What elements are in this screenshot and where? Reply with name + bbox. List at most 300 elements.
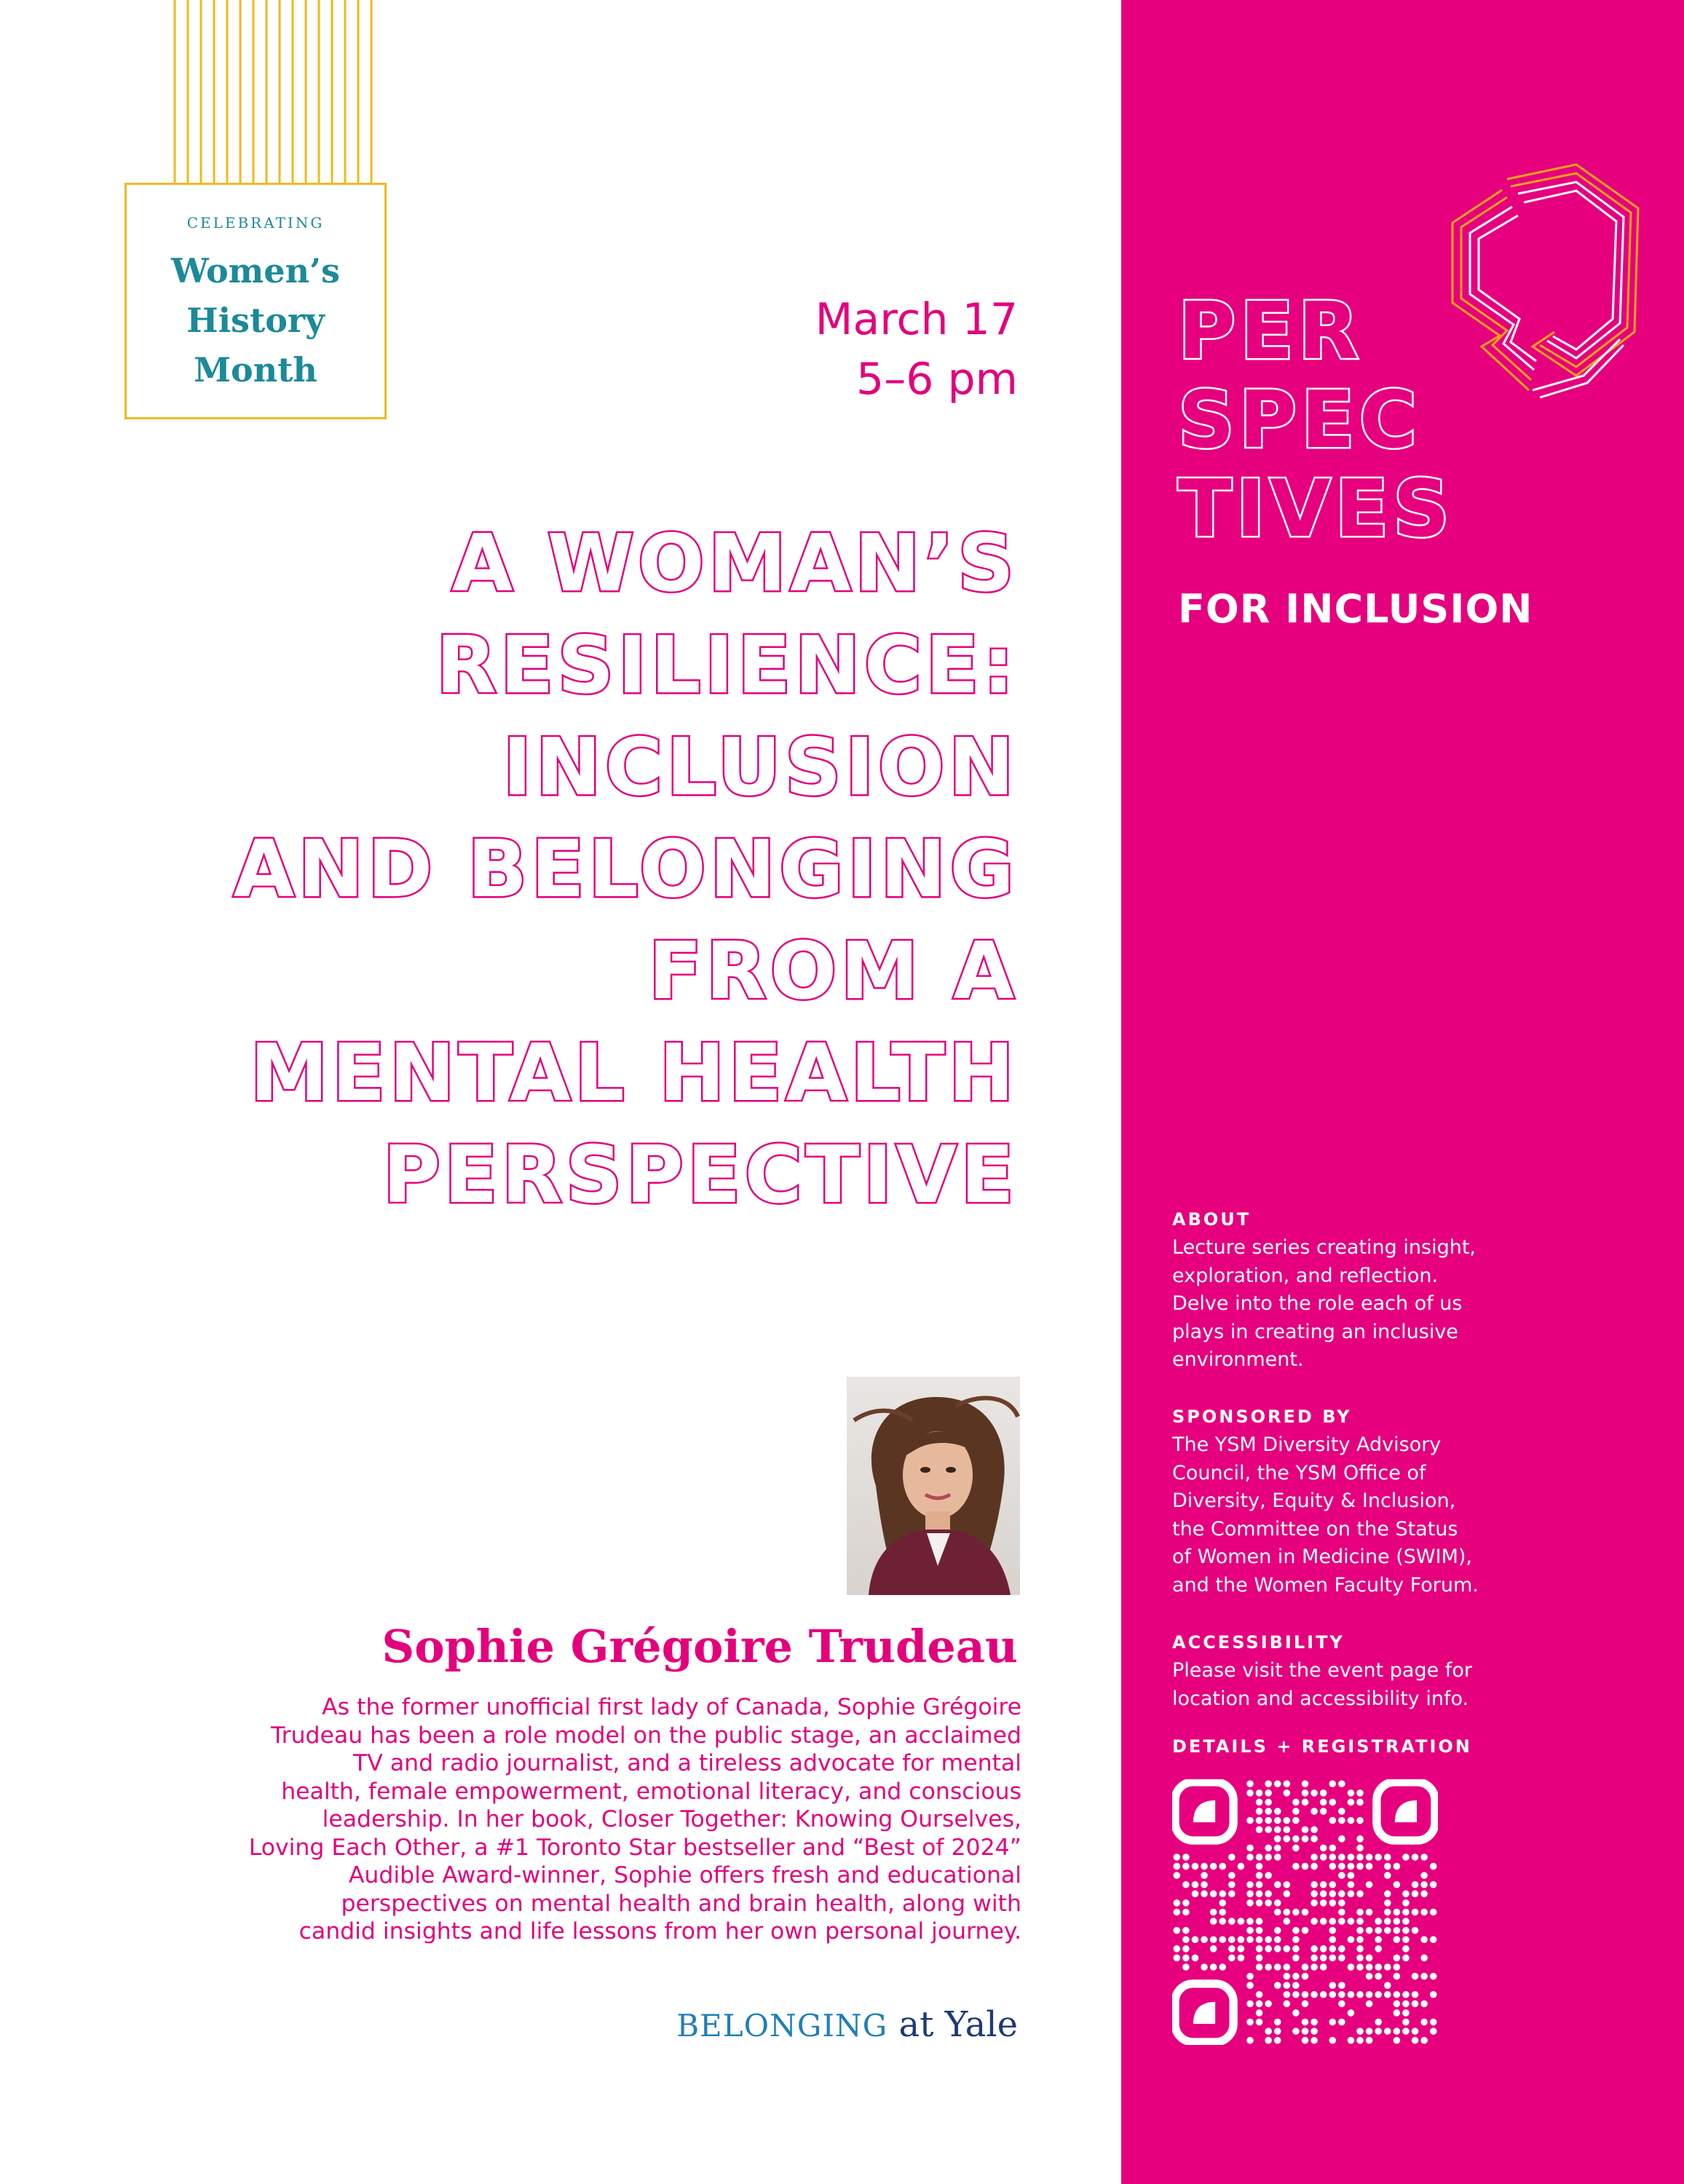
qr-dot [1402, 1899, 1410, 1907]
qr-dot [1356, 2027, 1364, 2035]
qr-dot [1412, 1881, 1419, 1888]
qr-dot [1402, 1955, 1410, 1962]
qr-dot [1201, 1872, 1208, 1879]
qr-dot [1265, 1845, 1272, 1852]
qr-dot [1174, 1945, 1181, 1952]
registration-qr-code[interactable] [1172, 1779, 1438, 2045]
qr-dot [1265, 1853, 1272, 1861]
qr-dot [1394, 1909, 1401, 1916]
qr-dot [1292, 1982, 1300, 1989]
qr-dot [1311, 2019, 1318, 2026]
qr-dot [1375, 1936, 1382, 1943]
qr-dot [1292, 1936, 1300, 1943]
qr-dot [1412, 1909, 1419, 1916]
qr-dot [1366, 2001, 1373, 2008]
qr-dot [1356, 1909, 1364, 1916]
about-line: plays in creating an inclusive [1172, 1320, 1458, 1343]
qr-dot [1256, 2001, 1263, 2008]
about-line: Delve into the role each of us [1172, 1292, 1463, 1315]
qr-dot [1348, 1863, 1355, 1870]
qr-dot [1246, 1781, 1254, 1788]
qr-dot [1366, 1963, 1373, 1971]
sponsored-heading: SPONSORED BY [1172, 1406, 1352, 1427]
qr-dot [1302, 1863, 1309, 1870]
qr-dot [1192, 1891, 1199, 1898]
qr-dot [1348, 1853, 1355, 1861]
qr-dot [1302, 1909, 1309, 1916]
qr-dot [1394, 1963, 1401, 1971]
qr-dot [1256, 2019, 1263, 2026]
qr-dot [1356, 1891, 1364, 1898]
qr-dot [1182, 1927, 1190, 1934]
bio-line: Trudeau has been a role model on the public stage, an acclaimed [271, 1722, 1021, 1749]
qr-dot [1356, 1945, 1364, 1952]
qr-dot [1265, 1936, 1272, 1943]
qr-dot [1320, 1881, 1327, 1888]
qr-dot [1412, 1853, 1419, 1861]
qr-dot [1375, 1991, 1382, 1998]
qr-dot [1274, 1781, 1281, 1788]
qr-dot [1338, 1872, 1345, 1879]
qr-dot [1356, 1817, 1364, 1824]
qr-dot [1402, 2027, 1410, 2035]
sponsored-line: Council, the YSM Office of [1172, 1461, 1426, 1484]
accessibility-heading: ACCESSIBILITY [1172, 1632, 1345, 1653]
qr-dot [1284, 1891, 1291, 1898]
qr-dot [1274, 1881, 1281, 1888]
qr-dot [1238, 1918, 1245, 1925]
qr-dot [1292, 2027, 1300, 2035]
qr-dot [1338, 1899, 1345, 1907]
qr-dot [1284, 1982, 1291, 1989]
qr-finder-inner [1193, 1800, 1215, 1822]
qr-dot [1228, 1881, 1236, 1888]
qr-dot [1256, 1991, 1263, 1998]
qr-dot [1284, 1909, 1291, 1916]
qr-dot [1329, 1927, 1336, 1934]
qr-finder-inner [1395, 1800, 1417, 1822]
qr-dot [1320, 1853, 1327, 1861]
qr-dot [1246, 1936, 1254, 1943]
qr-dot [1329, 1899, 1336, 1907]
womens-history-month-badge [124, 183, 387, 419]
qr-dot [1219, 1936, 1226, 1943]
qr-dot [1338, 1863, 1345, 1870]
bio-line: As the former unofficial first lady of Canada, Sophie Grégoire [322, 1694, 1021, 1720]
title-line: PERSPECTIVE [382, 1130, 1018, 1221]
qr-dot [1394, 1918, 1401, 1925]
qr-dot [1274, 1808, 1281, 1815]
qr-dot [1394, 1973, 1401, 1980]
qr-dot [1384, 1872, 1391, 1879]
qr-dot [1265, 1799, 1272, 1806]
qr-dot [1320, 1799, 1327, 1806]
qr-dot [1274, 1899, 1281, 1907]
qr-dot [1265, 2001, 1272, 2008]
badge-title: Women’s History Month [171, 251, 340, 389]
qr-dot [1284, 1781, 1291, 1788]
qr-dot [1338, 1982, 1345, 1989]
perspectives-line: PER [1178, 286, 1364, 377]
badge-celebrating-label: CELEBRATING [186, 214, 325, 232]
qr-dot [1284, 2001, 1291, 2008]
about-line: exploration, and reflection. [1172, 1264, 1439, 1287]
qr-dot [1366, 1909, 1373, 1916]
qr-dot [1246, 1899, 1254, 1907]
qr-dot [1356, 1936, 1364, 1943]
qr-dot [1284, 1945, 1291, 1952]
qr-dot [1284, 1835, 1291, 1843]
qr-dot [1292, 1808, 1300, 1815]
qr-dot [1356, 1835, 1364, 1843]
bio-line: perspectives on mental health and brain health, along with [341, 1890, 1021, 1917]
qr-dot [1329, 1781, 1336, 1788]
qr-dot [1320, 1991, 1327, 1998]
qr-dot [1338, 1853, 1345, 1861]
qr-dot [1265, 1808, 1272, 1815]
perspectives-cube-logo-icon [1438, 157, 1645, 427]
qr-dot [1256, 1853, 1263, 1861]
event-date: March 17 [815, 294, 1018, 345]
qr-dot [1320, 1808, 1327, 1815]
qr-dot [1292, 1991, 1300, 1998]
qr-dot [1311, 1891, 1318, 1898]
qr-dot [1274, 1936, 1281, 1943]
qr-dot [1402, 2009, 1410, 2017]
qr-dot [1320, 1945, 1327, 1952]
event-date-time [815, 290, 1018, 409]
qr-dot [1394, 1955, 1401, 1962]
qr-dot [1292, 1927, 1300, 1934]
qr-dot [1182, 1955, 1190, 1962]
sponsored-line: The YSM Diversity Advisory [1172, 1433, 1442, 1456]
qr-dot [1356, 1927, 1364, 1934]
qr-dot [1246, 1918, 1254, 1925]
qr-dot [1182, 1936, 1190, 1943]
qr-dot [1228, 1891, 1236, 1898]
qr-dot [1302, 1973, 1309, 1980]
qr-dot [1375, 1945, 1382, 1952]
perspectives-wordmark [1178, 288, 1454, 554]
qr-dot [1174, 1955, 1181, 1962]
qr-dot [1375, 1853, 1382, 1861]
qr-dot [1192, 1863, 1199, 1870]
qr-dot [1329, 1918, 1336, 1925]
qr-dot [1348, 1872, 1355, 1879]
qr-dot [1274, 1963, 1281, 1971]
qr-dot [1375, 2019, 1382, 2026]
qr-dot [1394, 2009, 1401, 2017]
for-inclusion-label: FOR INCLUSION [1178, 586, 1533, 632]
qr-dot [1284, 1963, 1291, 1971]
qr-dot [1265, 2027, 1272, 2035]
qr-dot [1420, 1955, 1428, 1962]
qr-dot [1320, 1955, 1327, 1962]
qr-dot [1430, 1991, 1437, 1998]
qr-dot [1265, 1826, 1272, 1833]
qr-dot [1274, 2019, 1281, 2026]
sponsored-line: Diversity, Equity & Inclusion, [1172, 1489, 1456, 1512]
speaker-photo [847, 1377, 1020, 1595]
qr-dot [1338, 1991, 1345, 1998]
qr-dot [1394, 2001, 1401, 2008]
qr-dot [1311, 1808, 1318, 1815]
qr-dot [1182, 1853, 1190, 1861]
qr-dot [1256, 1872, 1263, 1879]
qr-dot [1265, 1789, 1272, 1797]
qr-dot [1256, 1863, 1263, 1870]
qr-dot [1375, 1963, 1382, 1971]
qr-dot [1412, 2037, 1419, 2044]
qr-dot [1338, 1891, 1345, 1898]
qr-dot [1219, 1863, 1226, 1870]
qr-dot [1348, 1817, 1355, 1824]
qr-dot [1402, 1927, 1410, 1934]
qr-dot [1394, 1927, 1401, 1934]
qr-dot [1228, 1853, 1236, 1861]
qr-dot [1274, 1845, 1281, 1852]
qr-dot [1430, 2027, 1437, 2035]
qr-dot [1412, 2001, 1419, 2008]
qr-dot [1292, 2009, 1300, 2017]
qr-dot [1338, 1808, 1345, 1815]
qr-dot [1256, 1891, 1263, 1898]
qr-dot [1311, 1835, 1318, 1843]
qr-dot [1174, 1872, 1181, 1879]
qr-dot [1348, 2037, 1355, 2044]
qr-dot [1192, 1955, 1199, 1962]
qr-dot [1219, 1963, 1226, 1971]
qr-dot [1329, 1945, 1336, 1952]
qr-dot [1228, 1936, 1236, 1943]
qr-dot [1311, 1789, 1318, 1797]
qr-dot [1182, 1909, 1190, 1916]
qr-dot [1412, 1927, 1419, 1934]
qr-dot [1274, 2037, 1281, 2044]
qr-dot [1420, 2037, 1428, 2044]
qr-dot [1292, 1817, 1300, 1824]
qr-dot [1256, 1808, 1263, 1815]
qr-dot [1311, 1863, 1318, 1870]
qr-dot [1394, 1881, 1401, 1888]
qr-dot [1356, 1845, 1364, 1852]
qr-dot [1238, 1936, 1245, 1943]
qr-dot [1384, 1863, 1391, 1870]
qr-dot [1246, 1982, 1254, 1989]
qr-dot [1311, 1853, 1318, 1861]
qr-dot [1402, 1891, 1410, 1898]
qr-dot [1430, 1936, 1437, 1943]
qr-dot [1246, 1845, 1254, 1852]
qr-dot [1338, 1918, 1345, 1925]
qr-dot [1292, 1845, 1300, 1852]
qr-dot [1274, 1826, 1281, 1833]
qr-dot [1238, 1955, 1245, 1962]
qr-dot [1182, 1899, 1190, 1907]
qr-dot [1356, 1799, 1364, 1806]
title-line: A WOMAN’S [451, 518, 1018, 609]
title-line: INCLUSION [502, 722, 1018, 813]
qr-dot [1311, 1899, 1318, 1907]
event-time: 5–6 pm [856, 354, 1018, 405]
qr-dot [1302, 1781, 1309, 1788]
qr-dot [1302, 2037, 1309, 2044]
qr-dot [1284, 1991, 1291, 1998]
qr-dot [1394, 1863, 1401, 1870]
qr-dot [1210, 1945, 1217, 1952]
qr-dot [1356, 1918, 1364, 1925]
qr-dot [1375, 1927, 1382, 1934]
qr-dot [1402, 1945, 1410, 1952]
qr-dot [1311, 1963, 1318, 1971]
about-line: Lecture series creating insight, [1172, 1236, 1476, 1259]
qr-dot [1201, 1936, 1208, 1943]
qr-dot [1174, 1927, 1181, 1934]
qr-dot [1256, 1936, 1263, 1943]
qr-dot [1356, 1955, 1364, 1962]
accessibility-line: Please visit the event page for [1172, 1659, 1472, 1682]
qr-dot [1402, 2019, 1410, 2026]
sponsored-line: the Committee on the Status [1172, 1517, 1458, 1540]
qr-dot [1174, 1899, 1181, 1907]
qr-dot [1329, 1863, 1336, 1870]
qr-dot [1430, 1973, 1437, 1980]
qr-dot [1274, 2027, 1281, 2035]
qr-dot [1274, 1817, 1281, 1824]
qr-dot [1384, 1909, 1391, 1916]
qr-dot [1320, 1918, 1327, 1925]
qr-dot [1265, 2037, 1272, 2044]
qr-dot [1329, 1845, 1336, 1852]
bio-line: Loving Each Other, a #1 Toronto Star bestseller and “Best of 2024” [248, 1834, 1021, 1861]
qr-dot [1201, 1891, 1208, 1898]
qr-dot [1228, 1918, 1236, 1925]
qr-dot [1412, 1991, 1419, 1998]
registration-heading: DETAILS + REGISTRATION [1172, 1736, 1472, 1757]
qr-dot [1246, 1973, 1254, 1980]
qr-dot [1210, 1918, 1217, 1925]
qr-dot [1246, 2037, 1254, 2044]
title-line: AND BELONGING [233, 824, 1018, 915]
qr-dot [1284, 1881, 1291, 1888]
qr-dot [1338, 1781, 1345, 1788]
qr-dot [1246, 1817, 1254, 1824]
qr-dot [1320, 1789, 1327, 1797]
qr-dot [1302, 1799, 1309, 1806]
qr-dot [1274, 1853, 1281, 1861]
qr-dot [1311, 1991, 1318, 1998]
footer-logo-word-belonging: BELONGING [676, 2008, 888, 2043]
qr-dot [1302, 1826, 1309, 1833]
qr-dot [1384, 1991, 1391, 1998]
qr-dot [1274, 1835, 1281, 1843]
qr-dot [1348, 1881, 1355, 1888]
qr-dot [1192, 1881, 1199, 1888]
qr-dot [1219, 1918, 1226, 1925]
qr-dot [1384, 1918, 1391, 1925]
qr-dot [1284, 1826, 1291, 1833]
qr-dot [1201, 1881, 1208, 1888]
qr-dot [1375, 1973, 1382, 1980]
qr-dot [1366, 2037, 1373, 2044]
qr-dot [1228, 1945, 1236, 1952]
qr-dot [1356, 1863, 1364, 1870]
qr-dot [1338, 2019, 1345, 2026]
qr-dot [1356, 2037, 1364, 2044]
qr-dot [1329, 1799, 1336, 1806]
qr-dot [1265, 1899, 1272, 1907]
qr-dot [1292, 1945, 1300, 1952]
qr-dot [1329, 2019, 1336, 2026]
qr-dot [1320, 1891, 1327, 1898]
qr-dot [1174, 1863, 1181, 1870]
qr-dot [1348, 1918, 1355, 1925]
qr-dot [1430, 1909, 1437, 1916]
title-line: MENTAL HEALTH [250, 1028, 1018, 1119]
qr-dot [1292, 1909, 1300, 1916]
perspectives-line: SPEC [1178, 375, 1421, 466]
qr-dot [1356, 1963, 1364, 1971]
qr-dot [1384, 1963, 1391, 1971]
qr-dot [1256, 1789, 1263, 1797]
bio-line: TV and radio journalist, and a tireless advocate for mental [353, 1750, 1021, 1776]
qr-dot [1338, 1835, 1345, 1843]
qr-dot [1210, 1891, 1217, 1898]
qr-dot [1366, 1863, 1373, 1870]
qr-dot [1219, 1891, 1226, 1898]
qr-dot [1384, 1891, 1391, 1898]
qr-dot [1182, 1881, 1190, 1888]
qr-dot [1402, 1909, 1410, 1916]
qr-dot [1394, 2027, 1401, 2035]
qr-dot [1311, 2037, 1318, 2044]
qr-dot [1201, 1863, 1208, 1870]
qr-dot [1246, 1881, 1254, 1888]
qr-dot [1311, 1826, 1318, 1833]
qr-dot [1366, 1955, 1373, 1962]
qr-dot [1420, 2019, 1428, 2026]
qr-dot [1366, 1881, 1373, 1888]
qr-dot [1420, 1881, 1428, 1888]
sponsored-body [1172, 1431, 1514, 1599]
qr-dot [1302, 1963, 1309, 1971]
qr-dot [1402, 1936, 1410, 1943]
qr-dot [1348, 2009, 1355, 2017]
qr-dot [1420, 2001, 1428, 2008]
speaker-name: Sophie Grégoire Trudeau [382, 1620, 1018, 1673]
qr-dot [1329, 1982, 1336, 1989]
qr-dot [1356, 1991, 1364, 1998]
accessibility-line: location and accessibility info. [1172, 1687, 1469, 1710]
qr-dot [1366, 1927, 1373, 1934]
qr-dot [1256, 1918, 1263, 1925]
qr-dot [1256, 1799, 1263, 1806]
about-body [1172, 1234, 1514, 1374]
qr-dot [1256, 1817, 1263, 1824]
qr-dot [1384, 1853, 1391, 1861]
accessibility-body [1172, 1657, 1514, 1713]
qr-dot [1329, 2037, 1336, 2044]
qr-dot [1265, 1945, 1272, 1952]
qr-dot [1265, 1817, 1272, 1824]
qr-dot [1402, 2001, 1410, 2008]
qr-dot [1311, 2027, 1318, 2035]
qr-dot [1338, 2001, 1345, 2008]
qr-dot [1366, 1991, 1373, 1998]
qr-dot [1274, 1927, 1281, 1934]
qr-dot [1274, 1945, 1281, 1952]
qr-dot [1284, 1918, 1291, 1925]
